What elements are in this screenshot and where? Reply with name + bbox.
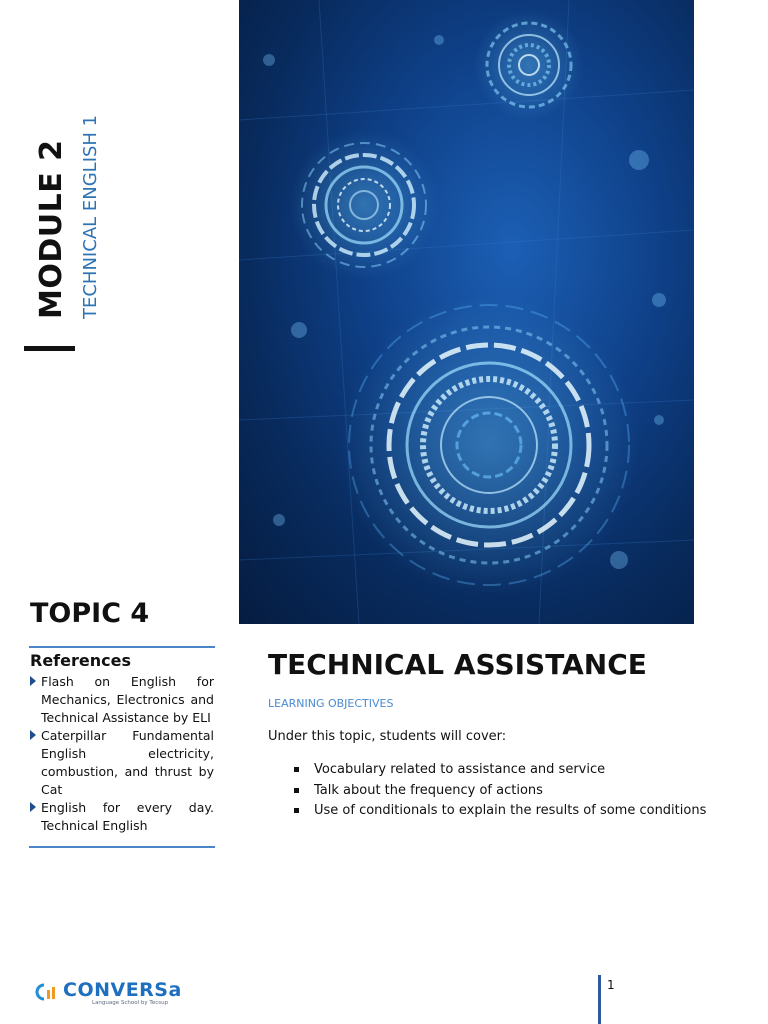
vertical-title-block xyxy=(34,25,114,325)
page-title: TECHNICAL ASSISTANCE xyxy=(268,648,647,681)
topic-divider xyxy=(29,646,215,648)
cover-image xyxy=(239,0,694,624)
objectives-list xyxy=(294,760,706,822)
square-bullet-icon xyxy=(294,808,299,813)
page-number: 1 xyxy=(607,978,615,992)
objective-item: Use of conditionals to explain the results of some conditions xyxy=(294,801,706,822)
objectives-label: LEARNING OBJECTIVES xyxy=(268,697,394,710)
logo-tagline: Language School by Tecsup xyxy=(92,1000,169,1006)
page-number-bar xyxy=(598,975,601,1024)
intro-text: Under this topic, students will cover: xyxy=(268,729,507,744)
module-title: MODULE 2 xyxy=(34,139,69,319)
course-title: TECHNICAL ENGLISH 1 xyxy=(80,114,101,319)
objective-item: Talk about the frequency of actions xyxy=(294,781,706,802)
reference-item: English for every day. Technical English xyxy=(30,799,214,835)
triangle-bullet-icon xyxy=(30,730,36,740)
references-heading: References xyxy=(30,651,131,670)
square-bullet-icon xyxy=(294,788,299,793)
conversa-logo xyxy=(34,978,184,1008)
title-divider xyxy=(24,346,75,351)
topic-title: TOPIC 4 xyxy=(30,598,150,629)
square-bullet-icon xyxy=(294,767,299,772)
references-list xyxy=(30,673,214,835)
triangle-bullet-icon xyxy=(30,676,36,686)
reference-item: Flash on English for Mechanics, Electronics and Technical Assistance by ELI xyxy=(30,673,214,727)
reference-item: Caterpillar Fundamental English electricity, combustion, and thrust by Cat xyxy=(30,727,214,799)
triangle-bullet-icon xyxy=(30,802,36,812)
objective-item: Vocabulary related to assistance and service xyxy=(294,760,706,781)
gears-circuit-image xyxy=(239,0,694,624)
logo-text: CONVERSa xyxy=(63,979,182,1001)
logo-mark-icon xyxy=(34,982,62,1002)
references-divider xyxy=(29,846,215,848)
